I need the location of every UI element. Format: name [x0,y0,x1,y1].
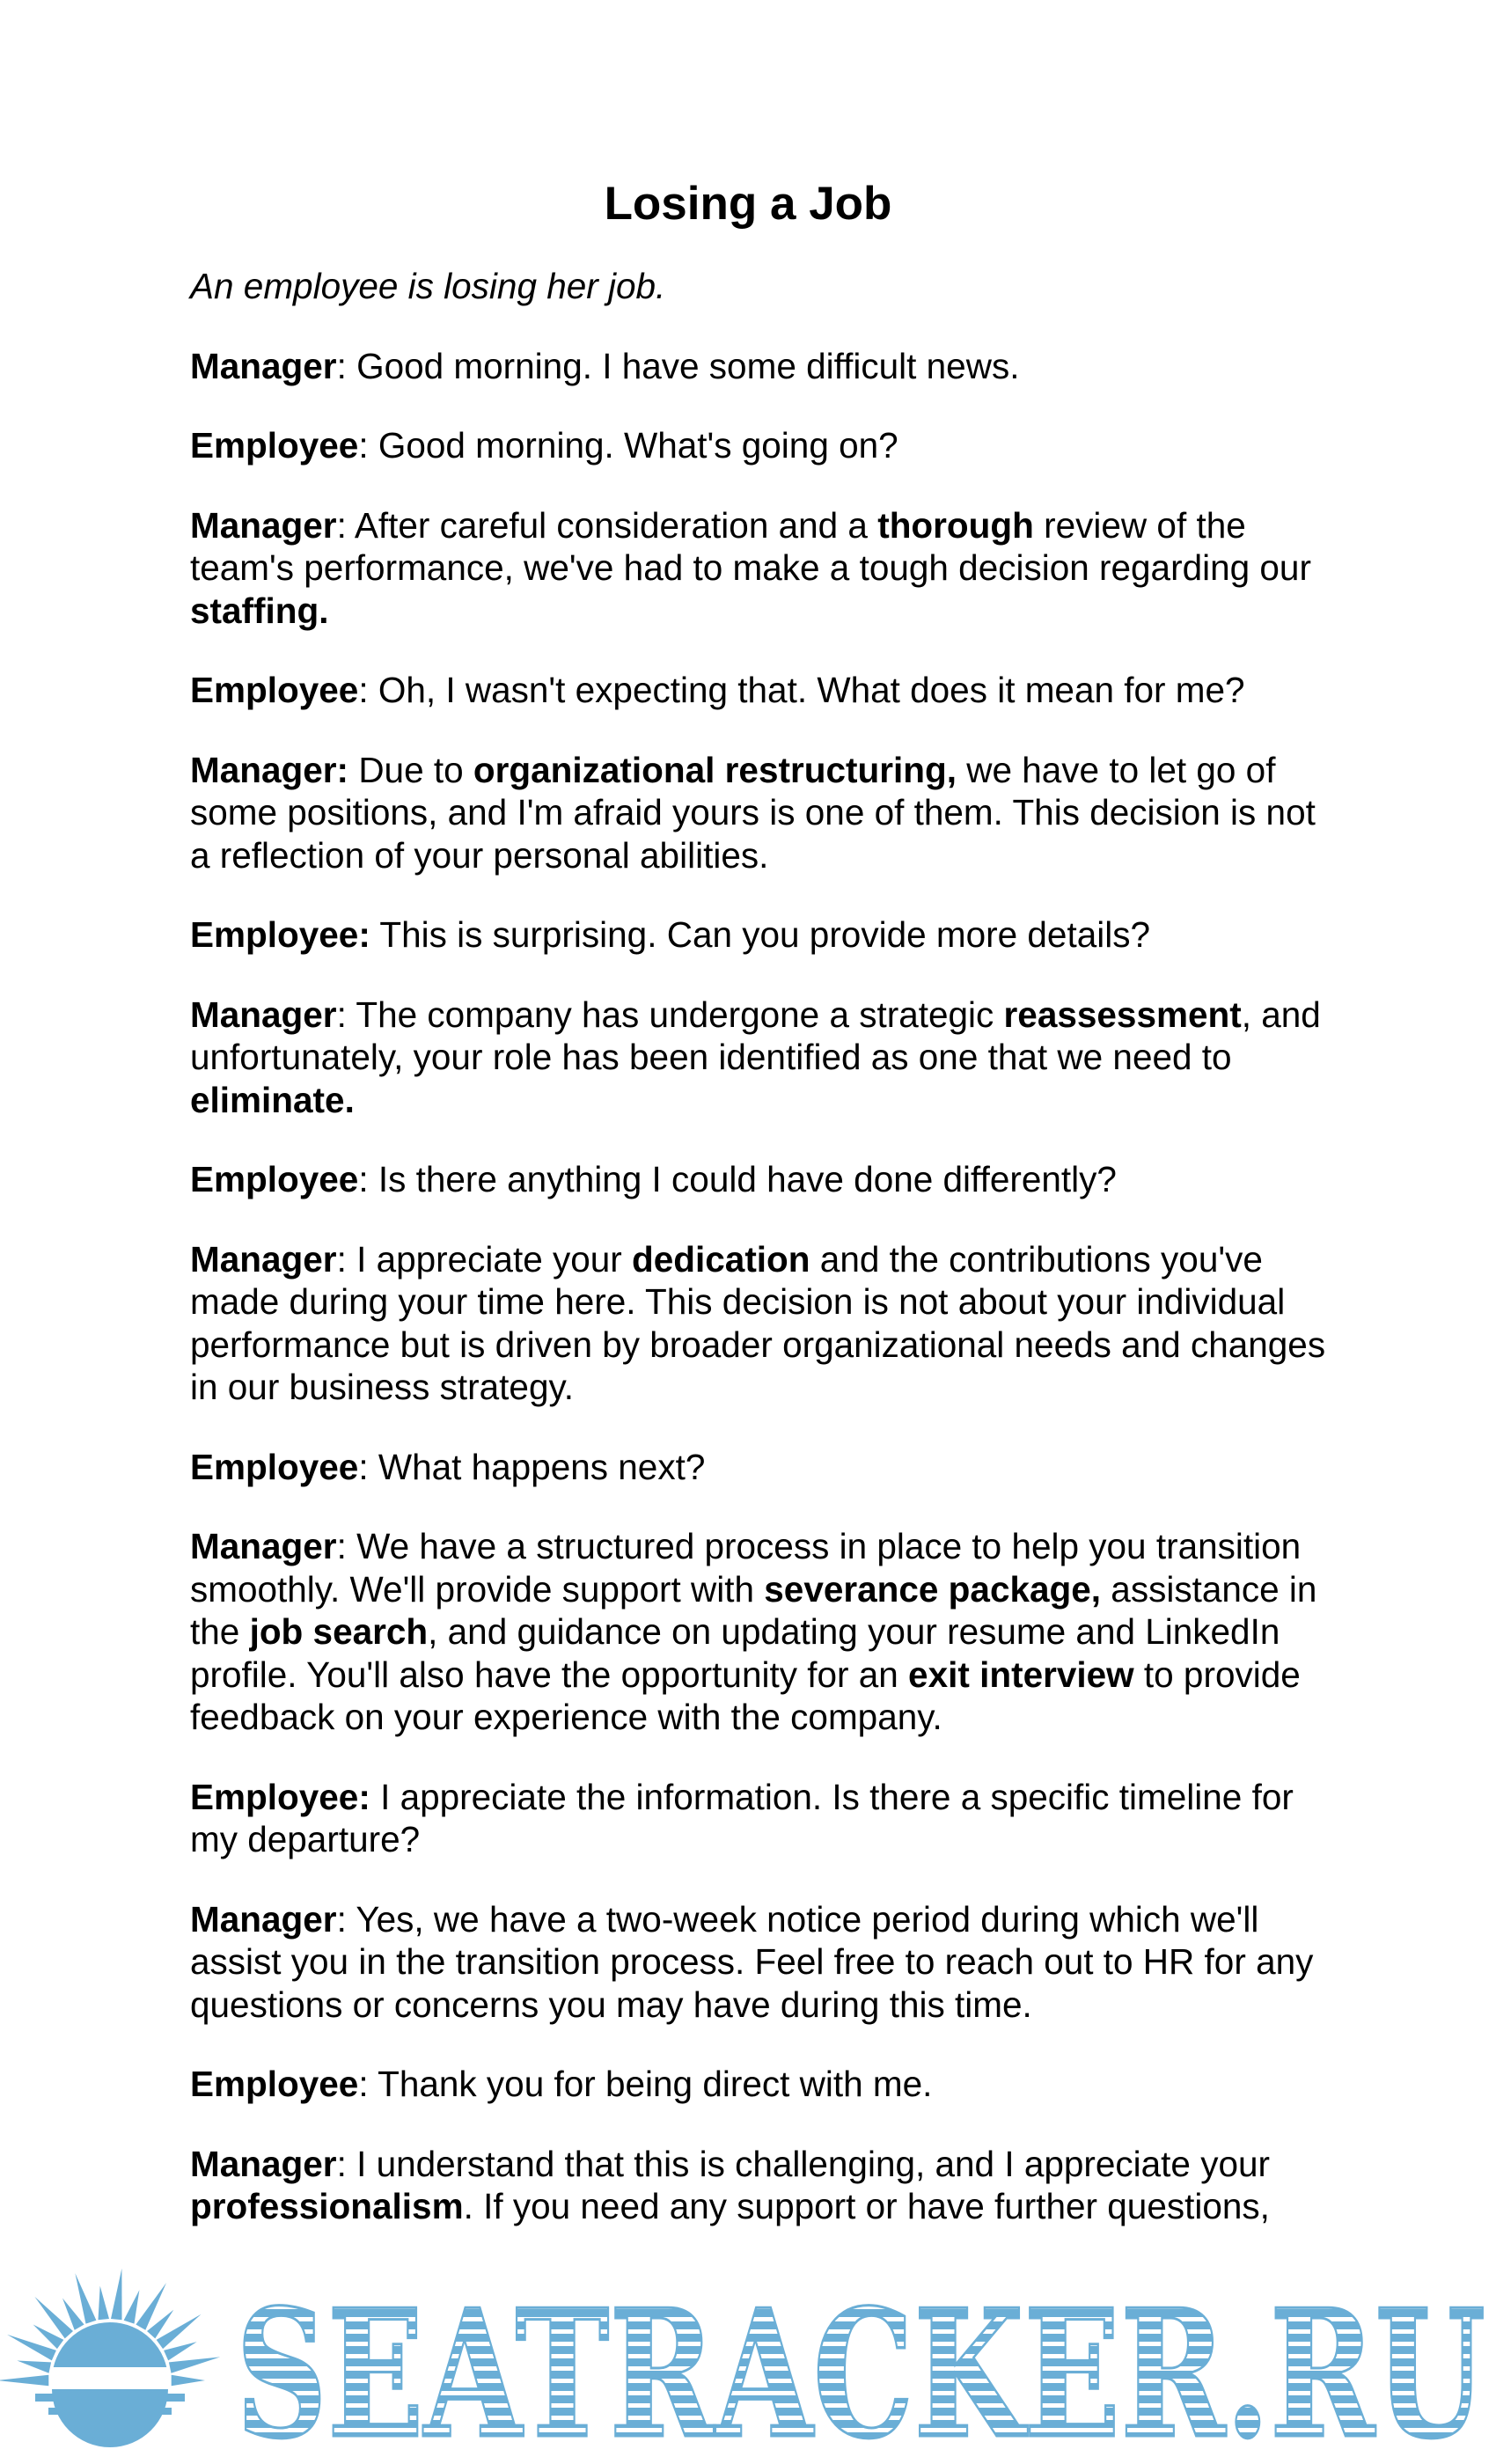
keyword: job search [249,1611,429,1652]
speaker-label: Employee [190,425,359,466]
sun-ray [172,2375,205,2387]
speaker-label: Manager [190,1238,337,1280]
dialogue-text: Thank you for being direct with me. [378,2064,933,2104]
dialogue-line [190,913,1334,957]
speaker-label: Manager [190,994,337,1035]
speaker-separator: : [336,2143,357,2184]
dialogue-line [190,2143,1334,2228]
dialogue-line [190,424,1334,467]
speaker-separator: : [336,994,356,1035]
dialogue-line [190,1238,1334,1409]
sun-ray [34,2297,73,2339]
sun-ray [99,2286,110,2321]
speaker-separator: : [336,1238,357,1280]
speaker-label: Employee [190,1159,359,1199]
speaker-label: Manager [190,504,337,546]
dialogue-text: This is surprising. Can you provide more details? [379,914,1150,955]
sun-ray [124,2290,140,2323]
sun-ray [111,2269,122,2321]
dialogue-text: Good morning. What's going on? [378,425,898,466]
speaker-label: Employee [190,2064,359,2104]
dialogue-text: What happens next? [378,1446,706,1487]
speaker-separator: : [358,670,378,710]
dialogue-line [190,1776,1334,1861]
sun-ray [75,2273,96,2323]
page-title: Losing a Job [604,178,892,230]
speaker-label: Manager: [190,749,349,790]
dialogue-text: assistance in the [190,1568,1317,1652]
dialogue-text: The company has undergone a strategic [356,994,1004,1035]
keyword: organizational restructuring, [473,749,957,790]
dialogue-body [190,265,1334,2265]
dialogue-text: Is there anything I could have done differently? [378,1159,1117,1199]
watermark-text: SEATRACKER.RU [236,2271,1485,2464]
keyword: dedication [632,1238,810,1280]
speaker-label: Employee: [190,1776,370,1817]
speaker-label: Manager [190,1898,337,1940]
dialogue-text: Oh, I wasn't expecting that. What does it mean for me? [378,670,1245,710]
sun-ray [0,2375,48,2387]
speaker-separator [370,914,380,955]
dialogue-text: Good morning. I have some difficult news. [356,345,1020,386]
dialogue-line [190,1158,1334,1201]
dialogue-line [190,345,1334,388]
keyword: thorough [877,504,1034,546]
dialogue-line [190,669,1334,712]
speaker-label: Manager [190,345,337,386]
speaker-label: Employee [190,1446,359,1487]
dialogue-line [190,1525,1334,1739]
dialogue-line [190,749,1334,877]
keyword: staffing. [190,590,329,631]
keyword: exit interview [908,1654,1134,1695]
dialogue-line [190,1898,1334,2027]
dialogue-text: , and guidance on updating your resume and LinkedIn profile. You'll also have the opportunity for an [190,1611,1280,1695]
dialogue-line [190,504,1334,633]
dialogue-line [190,2063,1334,2106]
dialogue-text: Due to [358,749,473,790]
dialogue-text: we have to let go of some positions, and I'm afraid yours is one of them. This decision is not a reflection of your personal abilities. [190,749,1316,876]
speaker-label: Employee: [190,914,370,955]
watermark [0,2235,1496,2464]
speaker-separator: : [358,425,378,466]
dialogue-text: to provide feedback on your experience with the company. [190,1654,1301,1737]
sun-ray [17,2361,51,2373]
speaker-separator: : [358,1446,378,1487]
speaker-separator: : [336,345,357,386]
dialogue-text: I understand that this is challenging, and I appreciate your [356,2143,1270,2184]
speaker-separator: : [358,1159,378,1199]
dialogue-text: I appreciate the information. Is there a specific timeline for my departure? [190,1776,1294,1859]
speaker-separator [348,750,358,790]
keyword: eliminate. [190,1079,355,1120]
speaker-separator [370,1777,380,1817]
dialogue-text: , and unfortunately, your role has been identified as one that we need to [190,994,1321,1077]
dialogue-text: . If you need any support or have further questions, [463,2186,1270,2226]
speaker-separator: : [358,2064,378,2104]
dialogue-text: We have a structured process in place to help you transition smoothly. We'll provide support with [190,1526,1302,1610]
sun-ray [164,2342,197,2360]
dialogue-text: I appreciate your [356,1238,633,1280]
dialogue-text: Yes, we have a two-week notice period during which we'll assist you in the transition process. Feel free to reach out to HR for any questions or concerns you may have during this time. [190,1898,1314,2025]
keyword: professionalism [190,2186,464,2226]
speaker-label: Employee [190,670,359,710]
dialogue-line [190,994,1334,1122]
keyword: reassessment [1003,994,1242,1035]
sun-ray [169,2357,220,2372]
dialogue-line [190,1446,1334,1489]
dialogue-text: and the contributions you've made during your time here. This decision is not about your individual performance but is driven by broader organizational needs and changes in our business strategy. [190,1238,1326,1407]
speaker-separator: : [336,1898,356,1940]
speaker-label: Manager [190,2143,337,2184]
keyword: severance package, [764,1568,1102,1610]
speaker-label: Manager [190,1526,337,1566]
speaker-separator: : [336,504,355,546]
sun-logo-icon [0,2269,220,2447]
dialogue-text: After careful consideration and a [354,504,878,546]
dialogue-text: review of the team's performance, we've had to make a tough decision regarding our [190,504,1311,588]
intro-line: An employee is losing her job. [190,266,666,306]
speaker-separator: : [336,1526,357,1566]
